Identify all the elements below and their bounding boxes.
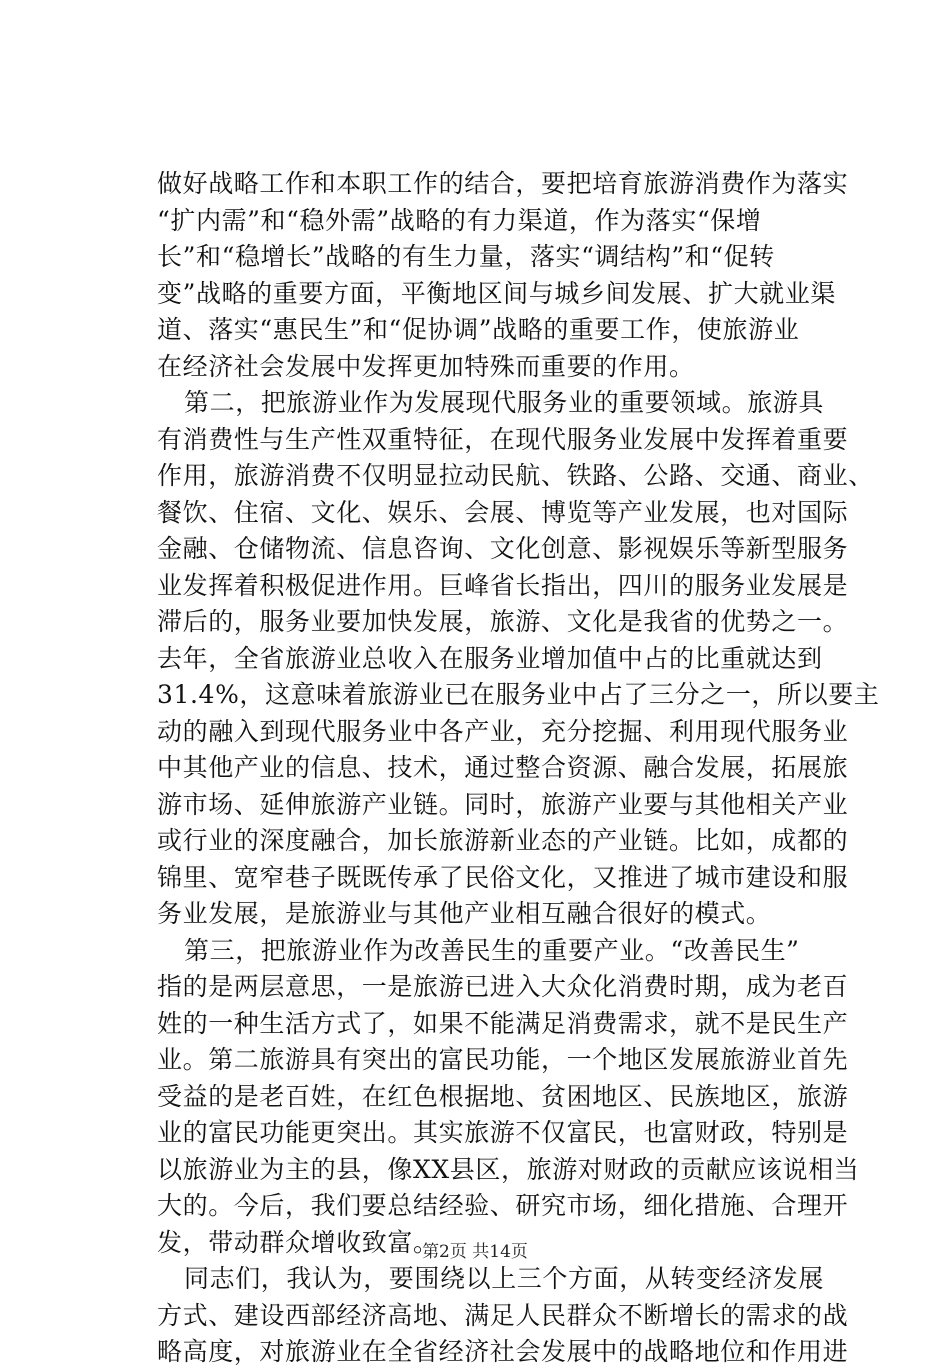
text-line: 作用，旅游消费不仅明显拉动民航、铁路、公路、交通、商业、 <box>157 461 874 490</box>
text-line: 姓的一种生活方式了，如果不能满足消费需求，就不是民生产 <box>157 1008 849 1038</box>
text-line: 长”和“稳增长”战略的有生力量，落实“调结构”和“促转 <box>157 242 775 271</box>
text-line: 业。第二旅游具有突出的富民功能，一个地区发展旅游业首先 <box>157 1045 849 1074</box>
paragraph-start-line: 第三，把旅游业作为改善民生的重要产业。“改善民生” <box>184 935 800 965</box>
text-line: 锦里、宽窄巷子既既传承了民俗文化，又推进了城市建设和服 <box>157 862 849 892</box>
text-line: 或行业的深度融合，加长旅游新业态的产业链。比如，成都的 <box>157 826 849 855</box>
text-line: 方式、建设西部经济高地、满足人民群众不断增长的需求的战 <box>157 1300 849 1330</box>
paragraph-start-line: 第二，把旅游业作为发展现代服务业的重要领域。旅游具 <box>184 388 825 417</box>
text-line: 做好战略工作和本职工作的结合，要把培育旅游消费作为落实 <box>157 169 849 198</box>
text-line: 在经济社会发展中发挥更加特殊而重要的作用。 <box>157 351 695 381</box>
text-line: 业的富民功能更突出。其实旅游不仅富民，也富财政，特别是 <box>157 1118 849 1147</box>
document-body <box>157 166 880 1371</box>
text-line: 金融、仓储物流、信息咨询、文化创意、影视娱乐等新型服务 <box>157 534 849 563</box>
text-line: 动的融入到现代服务业中各产业，充分挖掘、利用现代服务业 <box>157 716 849 746</box>
text-line: 大的。今后，我们要总结经验、研究市场，细化措施、合理开 <box>157 1191 849 1220</box>
text-line: 略高度，对旅游业在全省经济社会发展中的战略地位和作用进 <box>157 1337 849 1366</box>
text-line: 去年，全省旅游业总收入在服务业增加值中占的比重就达到 <box>157 643 823 673</box>
text-line: 变”战略的重要方面，平衡地区间与城乡间发展、扩大就业渠 <box>157 278 836 308</box>
text-line: 务业发展，是旅游业与其他产业相互融合很好的模式。 <box>157 899 772 928</box>
text-line: 指的是两层意思，一是旅游已进入大众化消费时期，成为老百 <box>157 972 849 1001</box>
text-line: 受益的是老百姓，在红色根据地、贫困地区、民族地区，旅游 <box>157 1081 849 1111</box>
text-line: 以旅游业为主的县，像XX县区，旅游对财政的贡献应该说相当 <box>157 1154 860 1184</box>
text-line: 业发挥着积极促进作用。巨峰省长指出，四川的服务业发展是 <box>157 570 849 600</box>
text-line: 游市场、延伸旅游产业链。同时，旅游产业要与其他相关产业 <box>157 789 849 819</box>
text-line: 31.4%，这意味着旅游业已在服务业中占了三分之一，所以要主 <box>157 680 880 709</box>
text-line: 餐饮、住宿、文化、娱乐、会展、博览等产业发展，也对国际 <box>157 497 849 527</box>
text-line: 中其他产业的信息、技术，通过整合资源、融合发展，拓展旅 <box>157 753 849 782</box>
text-line: 滞后的，服务业要加快发展，旅游、文化是我省的优势之一。 <box>157 607 849 636</box>
page-number-footer: 第2页 共14页 <box>422 1242 528 1262</box>
text-line: “扩内需”和“稳外需”战略的有力渠道，作为落实“保增 <box>157 205 762 235</box>
text-line: 有消费性与生产性双重特征，在现代服务业发展中发挥着重要 <box>157 424 849 454</box>
text-line: 道、落实“惠民生”和“促协调”战略的重要工作，使旅游业 <box>157 315 800 344</box>
text-line: 发，带动群众增收致富。 <box>157 1227 439 1257</box>
paragraph-start-line: 同志们，我认为，要围绕以上三个方面，从转变经济发展 <box>184 1264 825 1293</box>
